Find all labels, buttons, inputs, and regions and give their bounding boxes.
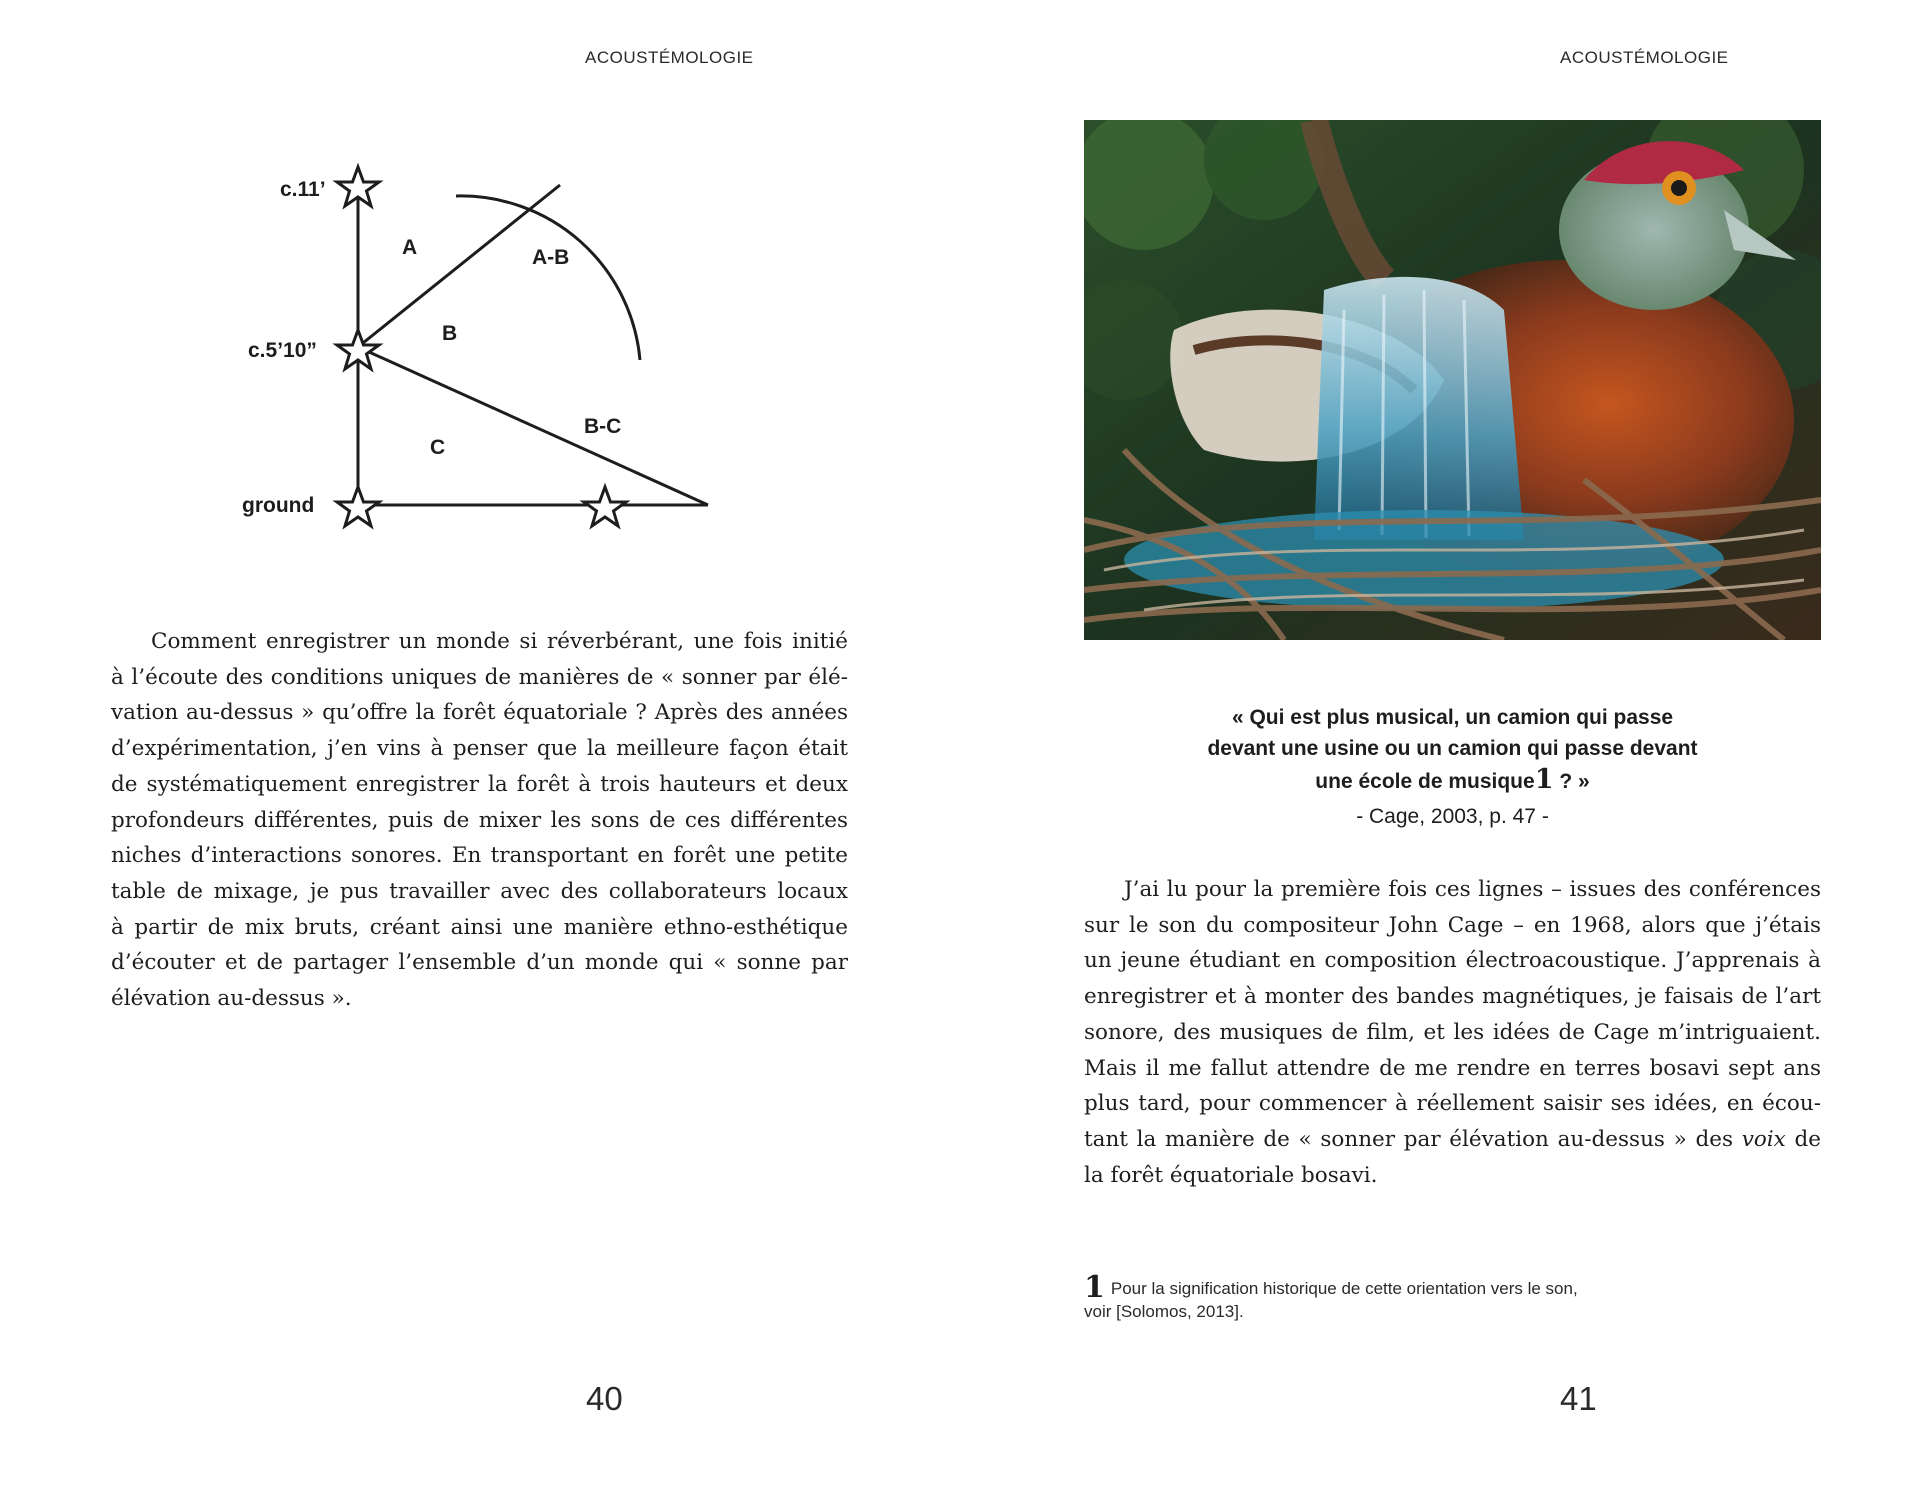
text-line: à partir de mix bruts, créant ainsi une manière ethno-esthétique xyxy=(111,914,848,940)
text-line: d’écouter et de partager l’ensemble d’un monde qui « sonne par xyxy=(111,950,848,976)
page-number-left: 40 xyxy=(586,1380,623,1417)
text-line: table de mixage, je pus travailler avec des collaborateurs locaux xyxy=(111,878,848,904)
text-line: un jeune étudiant en composition électroacoustique. J’apprenais à xyxy=(1084,948,1821,974)
star-ground-right xyxy=(584,487,626,526)
text-line: élévation au-dessus ». xyxy=(111,986,352,1012)
star-ground xyxy=(337,487,379,526)
text-line: vation au-dessus » qu’offre la forêt équatoriale ? Après des années xyxy=(111,700,848,726)
epigraph-line: une école de musique1 ? » xyxy=(1315,764,1590,795)
epigraph-line: « Qui est plus musical, un camion qui passe xyxy=(1231,706,1674,729)
text-line: Comment enregistrer un monde si réverbérant, une fois initié xyxy=(151,629,848,654)
photo-illustration xyxy=(1084,120,1821,640)
text-line: tant la manière de « sonner par élévation au-dessus » des voix de xyxy=(1084,1126,1821,1152)
running-head-left: ACOUSTÉMOLOGIE xyxy=(585,48,754,67)
text-line: d’expérimentation, j’en vins à penser que la meilleure façon était xyxy=(111,736,848,762)
height-diagram xyxy=(220,150,740,530)
text-line: sur le son du compositeur John Cage – en 1968, alors que j’étais xyxy=(1084,912,1821,938)
label-ab: A-B xyxy=(532,246,570,269)
left-paragraph xyxy=(111,624,848,1017)
label-ground: ground xyxy=(242,494,315,517)
hypotenuse-line xyxy=(358,347,708,505)
text-line: J’ai lu pour la première fois ces lignes – issues des conférences xyxy=(1124,877,1821,902)
footnote-reference[interactable]: 1 xyxy=(1534,764,1554,795)
label-bc: B-C xyxy=(584,415,622,438)
text-line: niches d’interactions sonores. En transportant en forêt une petite xyxy=(111,843,848,869)
footnote-line: voir [Solomos, 2013]. xyxy=(1084,1302,1244,1321)
text-line: profondeurs différentes, puis de mixer les sons de ces différentes xyxy=(111,807,848,833)
label-b: B xyxy=(442,322,458,345)
arc xyxy=(456,196,640,360)
right-page xyxy=(960,0,1921,1496)
bird-waterfall-photo xyxy=(1084,120,1821,640)
label-c11: c.11’ xyxy=(280,178,326,201)
text-line: sonore, des musiques de film, et les idées de Cage m’intriguaient. xyxy=(1084,1019,1821,1045)
right-paragraph xyxy=(1084,872,1821,1193)
epigraph-citation: - Cage, 2003, p. 47 - xyxy=(1356,805,1549,828)
epigraph-line: devant une usine ou un camion qui passe devant xyxy=(1207,737,1698,760)
left-page xyxy=(0,0,960,1496)
emphasis-voix: voix xyxy=(1741,1126,1786,1152)
text-line: à l’écoute des conditions uniques de manières de « sonner par élé- xyxy=(111,664,848,690)
label-c: C xyxy=(430,436,446,459)
text-line: enregistrer et à monter des bandes magnétiques, je faisais de l’art xyxy=(1084,984,1821,1010)
footnote-number: 1 xyxy=(1084,1270,1105,1305)
label-a: A xyxy=(402,236,418,259)
text-line: Mais il me fallut attendre de me rendre en terres bosavi sept ans xyxy=(1084,1055,1821,1081)
text-line: de systématiquement enregistrer la forêt à trois hauteurs et deux xyxy=(111,771,848,797)
footnote-line: Pour la signification historique de cette orientation vers le son, xyxy=(1110,1279,1578,1298)
epigraph xyxy=(1084,702,1821,829)
running-head-right: ACOUSTÉMOLOGIE xyxy=(1560,48,1729,67)
page-number-right: 41 xyxy=(1560,1380,1597,1417)
text-line: plus tard, pour commencer à réellement saisir ses idées, en écou- xyxy=(1084,1091,1821,1117)
label-c510: c.5’10” xyxy=(248,339,317,362)
text-line: la forêt équatoriale bosavi. xyxy=(1084,1162,1378,1188)
footnote xyxy=(1084,1270,1821,1323)
